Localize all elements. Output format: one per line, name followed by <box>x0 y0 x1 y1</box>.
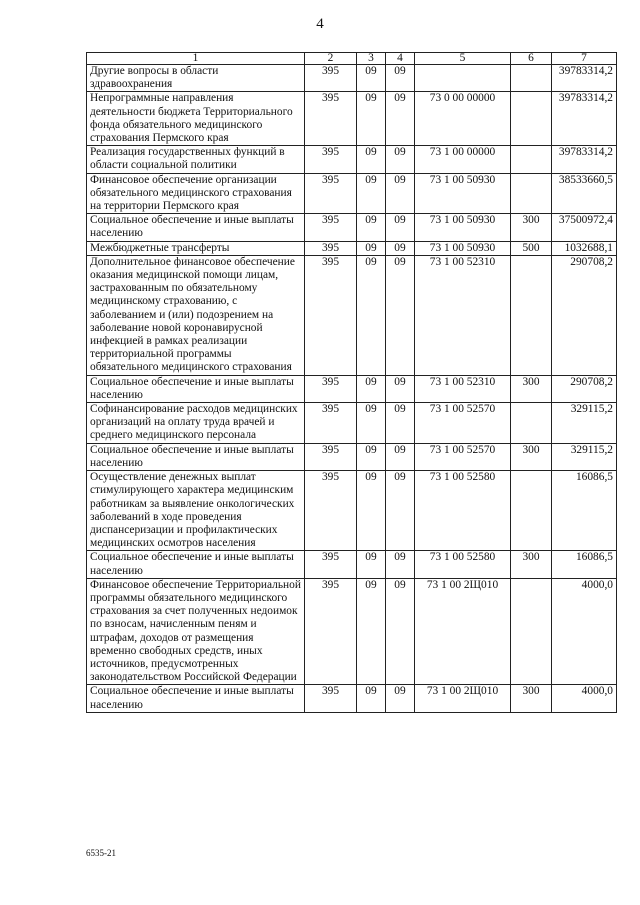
row-expense-type-cell: 300 <box>511 443 552 470</box>
row-expense-type-cell <box>511 65 552 92</box>
row-name-cell: Социальное обеспечение и иные выплаты населению <box>87 443 305 470</box>
row-ministry-code-cell: 395 <box>305 375 357 402</box>
row-target-code-cell: 73 1 00 2Щ010 <box>415 685 511 712</box>
row-name-cell: Осуществление денежных выплат стимулирующего характера медицинским работникам за выявление онкологических заболеваний в ходе проведения диспансеризации и профилактических медицинских осмотров населения <box>87 471 305 551</box>
row-subsection-cell: 09 <box>386 65 415 92</box>
row-target-code-cell: 73 1 00 50930 <box>415 173 511 214</box>
row-ministry-code-cell: 395 <box>305 214 357 241</box>
row-subsection-cell: 09 <box>386 255 415 375</box>
row-subsection-cell: 09 <box>386 551 415 578</box>
table-row <box>87 375 617 402</box>
table-row <box>87 578 617 685</box>
row-name-cell: Финансовое обеспечение организации обязательного медицинского страхования на территории Пермского края <box>87 173 305 214</box>
header-cell: 2 <box>305 53 357 65</box>
row-amount-cell: 290708,2 <box>552 375 617 402</box>
row-name-cell: Межбюджетные трансферты <box>87 241 305 255</box>
row-subsection-cell: 09 <box>386 146 415 173</box>
table-row <box>87 92 617 146</box>
row-ministry-code-cell: 395 <box>305 146 357 173</box>
row-expense-type-cell <box>511 403 552 444</box>
row-target-code-cell: 73 1 00 50930 <box>415 214 511 241</box>
row-section-cell: 09 <box>357 214 386 241</box>
row-target-code-cell <box>415 65 511 92</box>
row-target-code-cell: 73 1 00 00000 <box>415 146 511 173</box>
row-section-cell: 09 <box>357 403 386 444</box>
row-name-cell: Социальное обеспечение и иные выплаты населению <box>87 214 305 241</box>
row-section-cell: 09 <box>357 375 386 402</box>
row-section-cell: 09 <box>357 685 386 712</box>
row-name-cell: Непрограммные направления деятельности бюджета Территориального фонда обязательного медицинского страхования Пермского края <box>87 92 305 146</box>
row-expense-type-cell <box>511 578 552 685</box>
row-expense-type-cell <box>511 255 552 375</box>
row-amount-cell: 38533660,5 <box>552 173 617 214</box>
row-amount-cell: 329115,2 <box>552 443 617 470</box>
row-amount-cell: 39783314,2 <box>552 65 617 92</box>
row-expense-type-cell: 300 <box>511 214 552 241</box>
row-expense-type-cell <box>511 92 552 146</box>
table-row <box>87 255 617 375</box>
row-subsection-cell: 09 <box>386 443 415 470</box>
row-name-cell: Социальное обеспечение и иные выплаты населению <box>87 685 305 712</box>
table-row <box>87 685 617 712</box>
row-subsection-cell: 09 <box>386 173 415 214</box>
row-subsection-cell: 09 <box>386 214 415 241</box>
row-name-cell: Другие вопросы в области здравоохранения <box>87 65 305 92</box>
row-section-cell: 09 <box>357 255 386 375</box>
row-subsection-cell: 09 <box>386 375 415 402</box>
row-ministry-code-cell: 395 <box>305 471 357 551</box>
header-cell: 3 <box>357 53 386 65</box>
row-ministry-code-cell: 395 <box>305 92 357 146</box>
row-amount-cell: 1032688,1 <box>552 241 617 255</box>
row-section-cell: 09 <box>357 443 386 470</box>
table-row <box>87 65 617 92</box>
row-target-code-cell: 73 1 00 2Щ010 <box>415 578 511 685</box>
row-expense-type-cell: 500 <box>511 241 552 255</box>
row-subsection-cell: 09 <box>386 403 415 444</box>
row-section-cell: 09 <box>357 471 386 551</box>
row-ministry-code-cell: 395 <box>305 241 357 255</box>
row-ministry-code-cell: 395 <box>305 443 357 470</box>
row-expense-type-cell <box>511 146 552 173</box>
row-name-cell: Дополнительное финансовое обеспечение оказания медицинской помощи лицам, застрахованным по обязательному медицинскому страхованию, с заболеванием и (или) подозрением на заболевание новой коронавирусной инфекцией в рамках реализации территориальной программы обязательного медицинского страхования <box>87 255 305 375</box>
table-row <box>87 403 617 444</box>
row-section-cell: 09 <box>357 146 386 173</box>
row-amount-cell: 290708,2 <box>552 255 617 375</box>
row-target-code-cell: 73 1 00 52310 <box>415 255 511 375</box>
table-row <box>87 173 617 214</box>
row-amount-cell: 16086,5 <box>552 471 617 551</box>
document-code: 6535-21 <box>86 848 116 858</box>
row-ministry-code-cell: 395 <box>305 65 357 92</box>
row-amount-cell: 39783314,2 <box>552 146 617 173</box>
row-expense-type-cell: 300 <box>511 375 552 402</box>
row-ministry-code-cell: 395 <box>305 403 357 444</box>
row-target-code-cell: 73 0 00 00000 <box>415 92 511 146</box>
row-expense-type-cell <box>511 471 552 551</box>
row-ministry-code-cell: 395 <box>305 173 357 214</box>
row-expense-type-cell: 300 <box>511 685 552 712</box>
header-cell: 4 <box>386 53 415 65</box>
header-cell: 7 <box>552 53 617 65</box>
row-amount-cell: 39783314,2 <box>552 92 617 146</box>
row-section-cell: 09 <box>357 173 386 214</box>
row-ministry-code-cell: 395 <box>305 578 357 685</box>
table-row <box>87 241 617 255</box>
row-subsection-cell: 09 <box>386 685 415 712</box>
row-section-cell: 09 <box>357 551 386 578</box>
row-target-code-cell: 73 1 00 52310 <box>415 375 511 402</box>
row-subsection-cell: 09 <box>386 241 415 255</box>
header-cell: 1 <box>87 53 305 65</box>
row-expense-type-cell: 300 <box>511 551 552 578</box>
table-row <box>87 471 617 551</box>
row-name-cell: Реализация государственных функций в области социальной политики <box>87 146 305 173</box>
row-amount-cell: 16086,5 <box>552 551 617 578</box>
row-subsection-cell: 09 <box>386 471 415 551</box>
row-amount-cell: 37500972,4 <box>552 214 617 241</box>
row-name-cell: Финансовое обеспечение Территориальной программы обязательного медицинского страхования за счет полученных недоимок по взносам, начисленным пеням и штрафам, доходов от размещения временно свободных средств, иных источников, предусмотренных законодательством Российской Федерации <box>87 578 305 685</box>
row-amount-cell: 329115,2 <box>552 403 617 444</box>
table-row <box>87 214 617 241</box>
row-amount-cell: 4000,0 <box>552 578 617 685</box>
row-name-cell: Социальное обеспечение и иные выплаты населению <box>87 551 305 578</box>
row-target-code-cell: 73 1 00 52570 <box>415 443 511 470</box>
row-section-cell: 09 <box>357 578 386 685</box>
table-row <box>87 551 617 578</box>
page-number: 4 <box>316 16 324 32</box>
row-ministry-code-cell: 395 <box>305 255 357 375</box>
row-target-code-cell: 73 1 00 52580 <box>415 471 511 551</box>
row-ministry-code-cell: 395 <box>305 551 357 578</box>
row-target-code-cell: 73 1 00 50930 <box>415 241 511 255</box>
row-expense-type-cell <box>511 173 552 214</box>
header-cell: 6 <box>511 53 552 65</box>
row-section-cell: 09 <box>357 92 386 146</box>
row-section-cell: 09 <box>357 241 386 255</box>
row-name-cell: Социальное обеспечение и иные выплаты населению <box>87 375 305 402</box>
table-row <box>87 146 617 173</box>
row-target-code-cell: 73 1 00 52570 <box>415 403 511 444</box>
row-section-cell: 09 <box>357 65 386 92</box>
table-row <box>87 443 617 470</box>
row-subsection-cell: 09 <box>386 92 415 146</box>
row-amount-cell: 4000,0 <box>552 685 617 712</box>
row-name-cell: Софинансирование расходов медицинских организаций на оплату труда врачей и среднего медицинского персонала <box>87 403 305 444</box>
row-target-code-cell: 73 1 00 52580 <box>415 551 511 578</box>
budget-table <box>86 52 617 713</box>
row-subsection-cell: 09 <box>386 578 415 685</box>
table-header-row <box>87 53 617 65</box>
row-ministry-code-cell: 395 <box>305 685 357 712</box>
header-cell: 5 <box>415 53 511 65</box>
